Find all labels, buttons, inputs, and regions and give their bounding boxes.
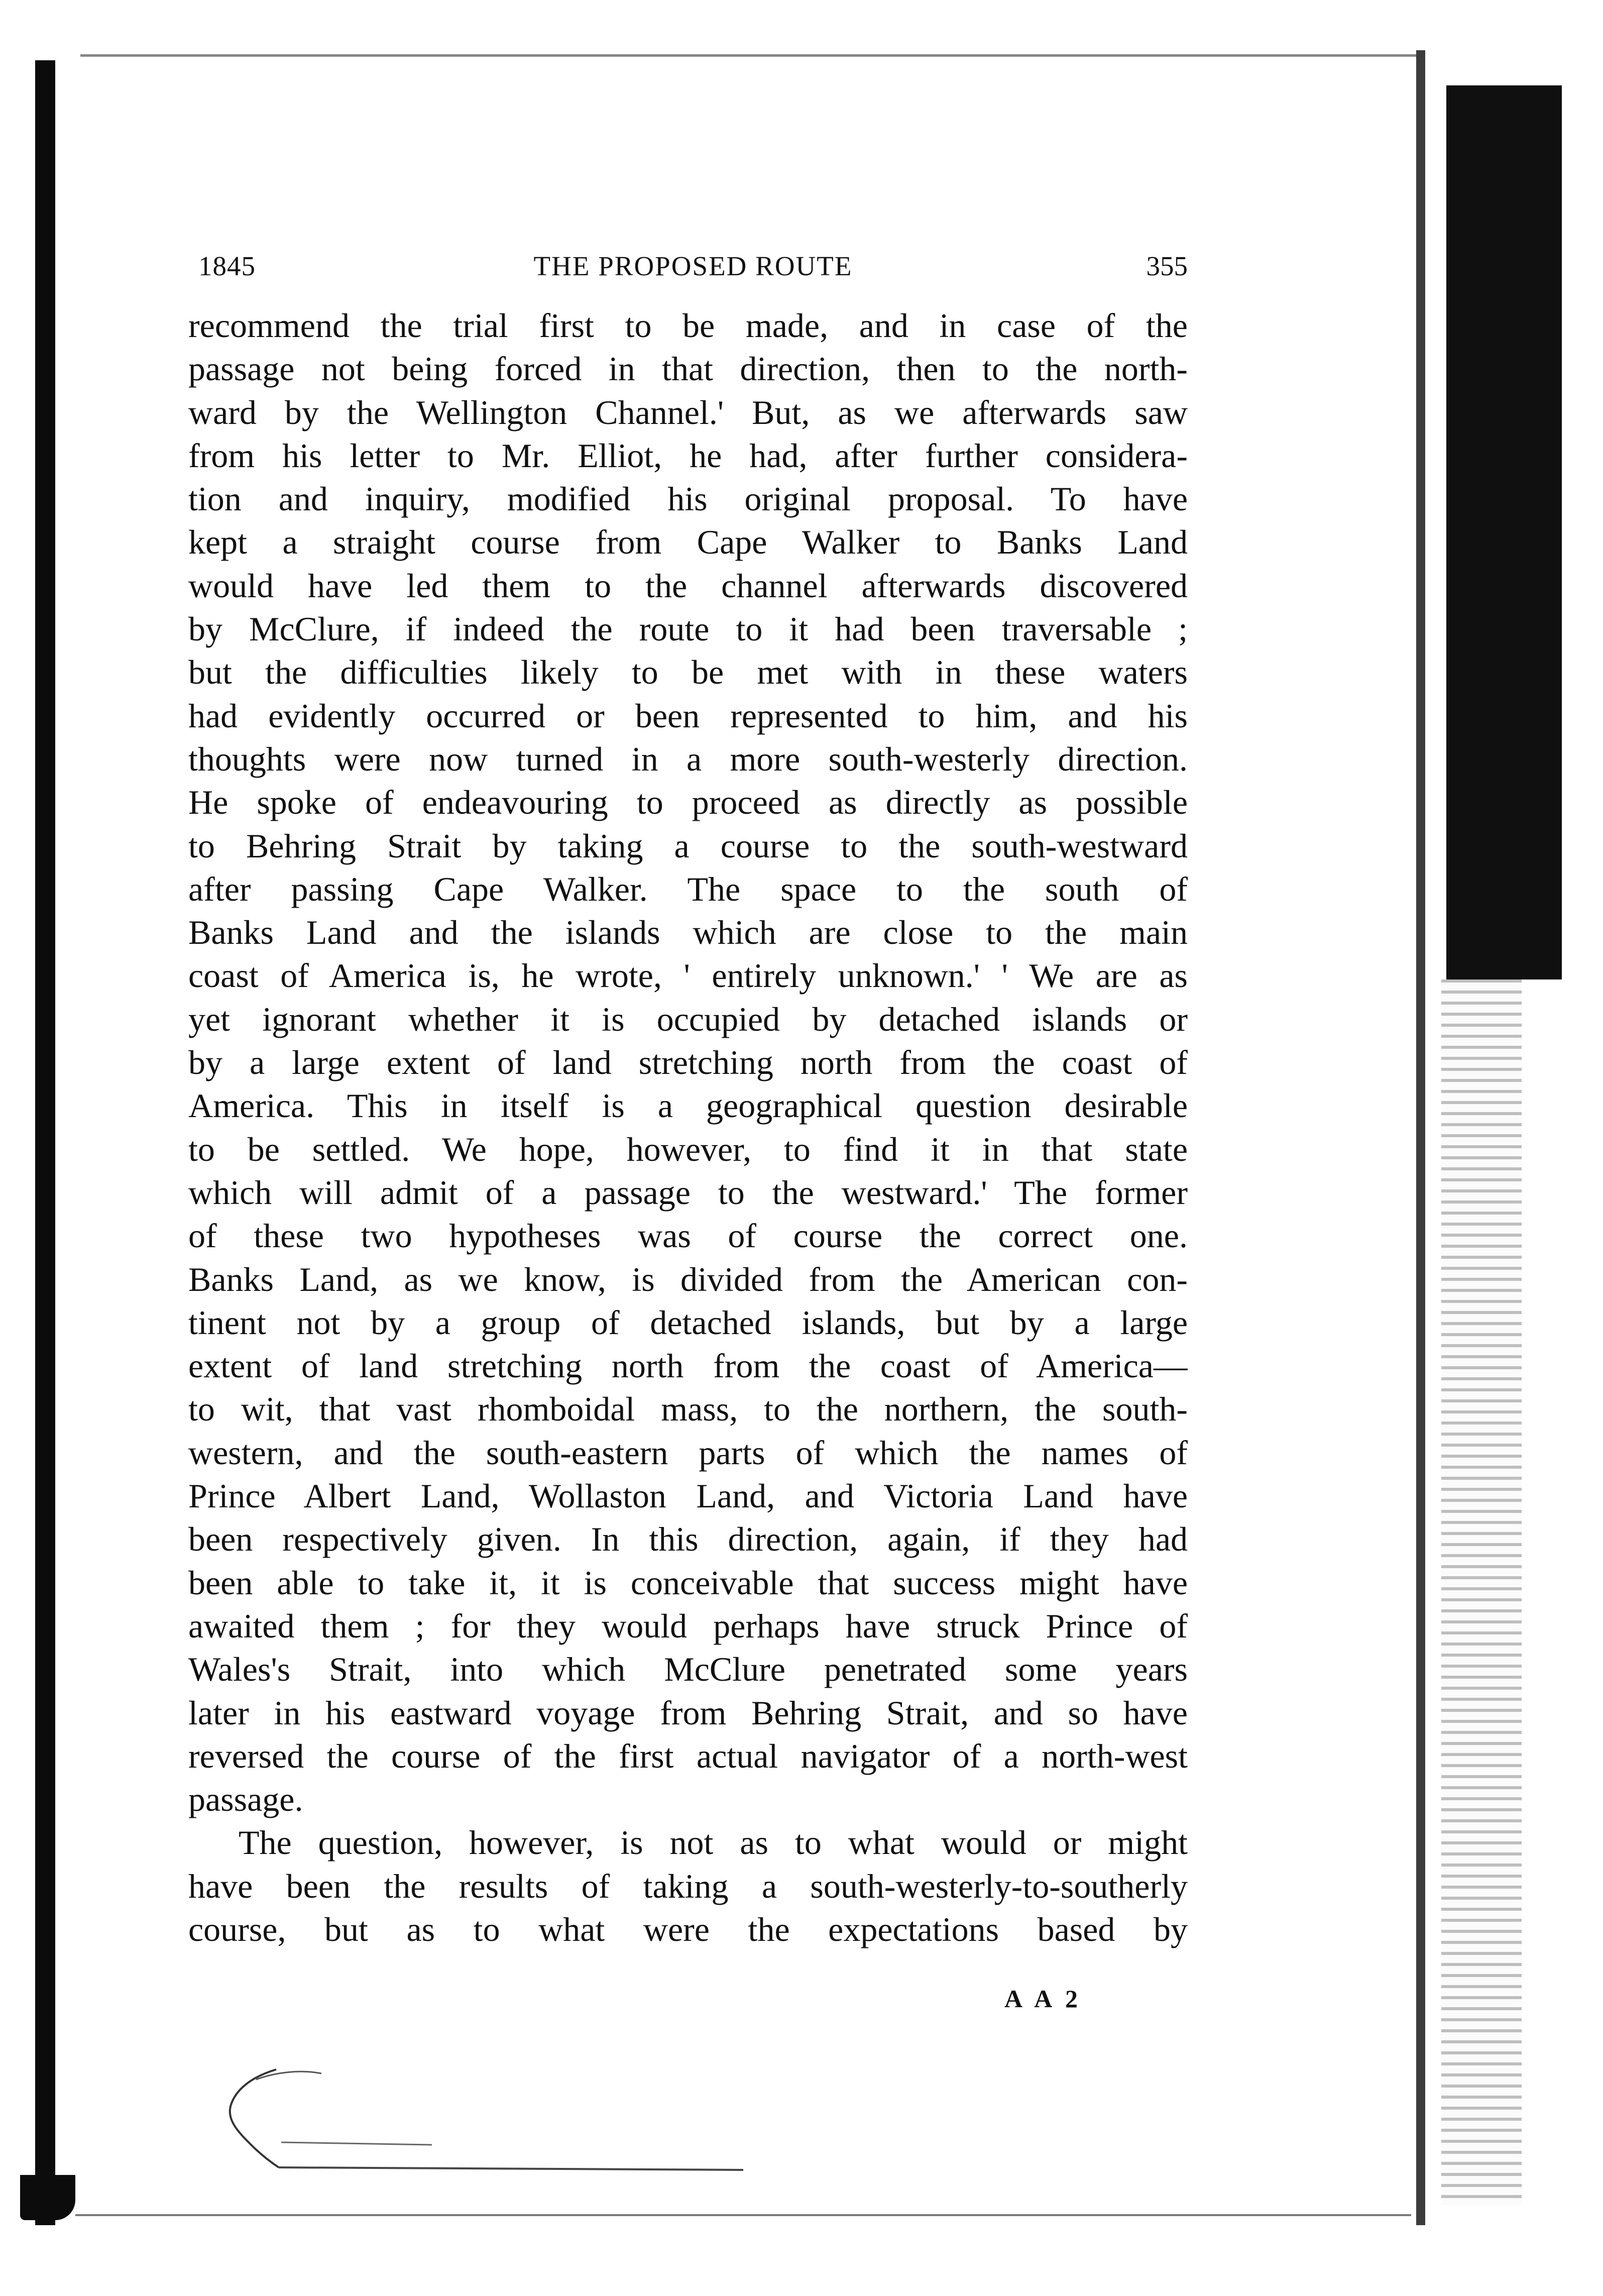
printer-signature-mark: A A 2 (1004, 1985, 1082, 2013)
scan-edge-top (80, 54, 1416, 57)
page-edge-shadow-left-bottom (20, 2175, 75, 2220)
running-head (198, 246, 1188, 286)
text-line: to wit, that vast rhomboidal mass, to the northern, the south- (188, 1390, 1188, 1429)
text-line: course, but as to what were the expectations based by (188, 1910, 1188, 1948)
text-line: extent of land stretching north from the coast of America— (188, 1347, 1188, 1385)
text-line: thoughts were now turned in a more south-westerly direction. (188, 739, 1188, 778)
paragraph-end-line: passage. (188, 1780, 303, 1819)
text-line: after passing Cape Walker. The space to the south of (188, 869, 1188, 908)
text-line: by a large extent of land stretching north from the coast of (188, 1043, 1188, 1082)
paragraph-start-line: The question, however, is not as to what would or might (239, 1823, 1188, 1862)
text-line: been able to take it, it is conceivable that success might have (188, 1563, 1188, 1602)
text-line: Wales's Strait, into which McClure penetrated some years (188, 1650, 1188, 1689)
page-edge-shadow-left (35, 60, 55, 2225)
page-number: 355 (1146, 251, 1188, 281)
book-binding-shadow (1446, 85, 1562, 979)
text-line: from his letter to Mr. Elliot, he had, after further considera- (188, 436, 1188, 475)
running-head-year: 1845 (198, 251, 256, 281)
running-head-title: THE PROPOSED ROUTE (533, 251, 853, 281)
binding-speckle (1441, 979, 1522, 2205)
text-line: but the difficulties likely to be met with in these waters (188, 653, 1188, 692)
page-edge-shadow-right (1416, 50, 1425, 2225)
text-line: passage not being forced in that direction, then to the north- (188, 350, 1188, 388)
text-line: reversed the course of the first actual navigator of a north-west (188, 1736, 1188, 1775)
text-line: Prince Albert Land, Wollaston Land, and Victoria Land have (188, 1477, 1188, 1515)
text-line: to Behring Strait by taking a course to the south-westward (188, 826, 1188, 865)
body-text (188, 304, 1188, 1951)
text-line: later in his eastward voyage from Behring Strait, and so have (188, 1693, 1188, 1732)
text-line: which will admit of a passage to the westward.' The former (188, 1173, 1188, 1212)
text-line: yet ignorant whether it is occupied by detached islands or (188, 1000, 1188, 1038)
text-line: would have led them to the channel afterwards discovered (188, 566, 1188, 605)
text-line: America. This in itself is a geographical question desirable (188, 1086, 1188, 1125)
text-line: by McClure, if indeed the route to it had been traversable ; (188, 610, 1188, 648)
text-line: Banks Land, as we know, is divided from the American con- (188, 1260, 1188, 1298)
text-line: been respectively given. In this direction, again, if they had (188, 1520, 1188, 1559)
text-line: awaited them ; for they would perhaps have struck Prince of (188, 1606, 1188, 1645)
text-line: Banks Land and the islands which are close to the main (188, 913, 1188, 952)
text-line: have been the results of taking a south-westerly-to-southerly (188, 1867, 1188, 1905)
text-line: recommend the trial first to be made, and in case of the (188, 306, 1188, 345)
text-line: had evidently occurred or been represented to him, and his (188, 696, 1188, 735)
text-line: of these two hypotheses was of course the correct one. (188, 1217, 1188, 1255)
text-line: coast of America is, he wrote, ' entirely unknown.' ' We are as (188, 956, 1188, 995)
scan-edge-bottom (75, 2214, 1411, 2216)
text-line: He spoke of endeavouring to proceed as directly as possible (188, 783, 1188, 822)
text-line: tion and inquiry, modified his original proposal. To have (188, 480, 1188, 518)
text-line: to be settled. We hope, however, to find it in that state (188, 1130, 1188, 1168)
pencil-scribble (191, 2049, 743, 2180)
text-line: tinent not by a group of detached islands, but by a large (188, 1303, 1188, 1342)
text-line: kept a straight course from Cape Walker to Banks Land (188, 523, 1188, 562)
text-line: western, and the south-eastern parts of which the names of (188, 1433, 1188, 1472)
text-line: ward by the Wellington Channel.' But, as we afterwards saw (188, 393, 1188, 431)
